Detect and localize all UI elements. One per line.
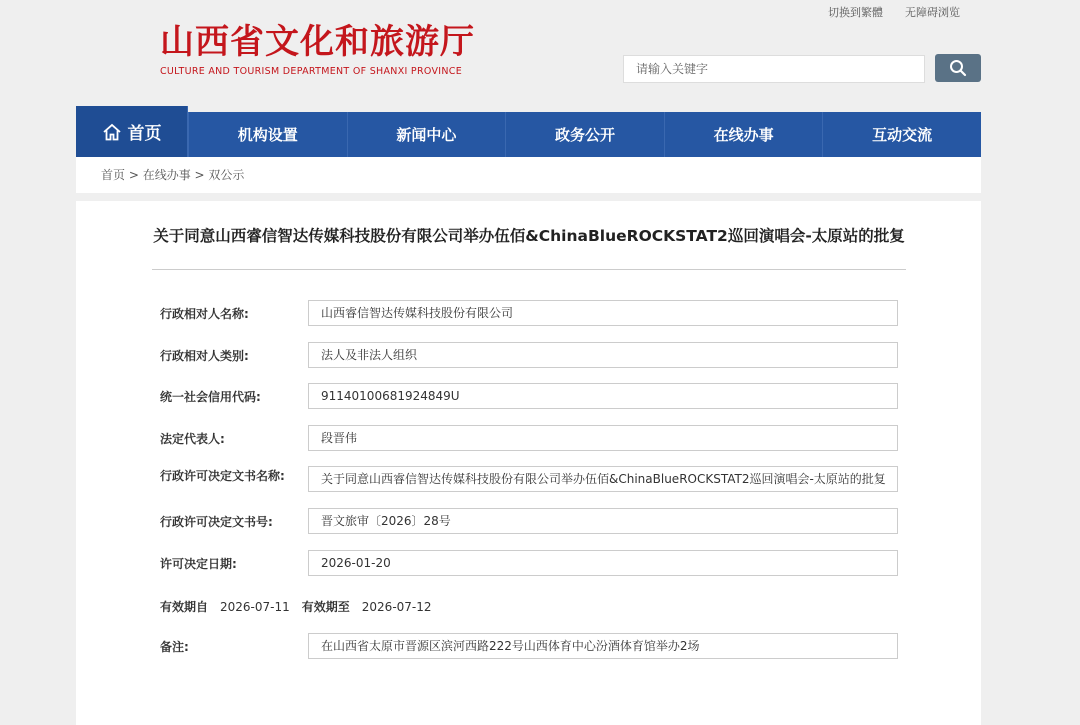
- field-label: 行政相对人名称:: [160, 307, 249, 321]
- document-title: 关于同意山西睿信智达传媒科技股份有限公司举办伍佰&ChinaBlueROCKSTAT2巡回演唱会-太原站的批复: [153, 227, 905, 245]
- search-icon: [949, 59, 967, 77]
- nav-item-interaction[interactable]: 互动交流: [822, 112, 981, 157]
- field-value: 关于同意山西睿信智达传媒科技股份有限公司举办伍佰&ChinaBlueROCKSTAT2巡回演唱会-太原站的批复: [308, 466, 898, 492]
- remark-label: 备注:: [160, 640, 189, 654]
- logo-subtitle: CULTURE AND TOURISM DEPARTMENT OF SHANXI PROVINCE: [160, 66, 463, 77]
- breadcrumb-online-services[interactable]: 在线办事: [142, 168, 191, 182]
- field-label: 行政许可决定文书名称:: [160, 469, 285, 483]
- breadcrumb: [76, 157, 981, 193]
- nav-item-online-services[interactable]: 在线办事: [664, 112, 823, 157]
- accessibility-link[interactable]: 无障碍浏览: [905, 6, 960, 19]
- valid-from-date: 2026-07-11: [220, 599, 290, 614]
- traditional-chinese-link[interactable]: 切换到繁體: [828, 6, 883, 19]
- nav-item-gov-affairs[interactable]: 政务公开: [505, 112, 664, 157]
- logo-title: 山西省文化和旅游厅: [160, 22, 475, 62]
- field-label: 统一社会信用代码:: [160, 390, 261, 404]
- field-value: 晋文旅审〔2026〕28号: [308, 508, 898, 534]
- remark-value: 在山西省太原市晋源区滨河西路222号山西体育中心汾酒体育馆举办2场: [308, 633, 898, 659]
- top-links: [828, 4, 960, 20]
- breadcrumb-current: 双公示: [208, 168, 245, 182]
- breadcrumb-home[interactable]: 首页: [101, 168, 126, 182]
- field-value: 段晋伟: [308, 425, 898, 451]
- search-button[interactable]: [935, 54, 981, 82]
- home-icon: [102, 123, 122, 141]
- field-label: 法定代表人:: [160, 432, 225, 446]
- title-divider: [152, 269, 906, 270]
- field-label: 行政许可决定文书号:: [160, 515, 273, 529]
- field-label: 许可决定日期:: [160, 557, 237, 571]
- field-label: 行政相对人类别:: [160, 349, 249, 363]
- nav-item-institution[interactable]: 机构设置: [188, 112, 347, 157]
- field-value: 山西睿信智达传媒科技股份有限公司: [308, 300, 898, 326]
- nav-home[interactable]: [76, 106, 188, 157]
- search-input[interactable]: 请输入关键字: [623, 55, 925, 83]
- field-value: 2026-01-20: [308, 550, 898, 576]
- main-nav: [76, 112, 981, 157]
- validity-period: [160, 598, 432, 615]
- nav-home-label: 首页: [127, 124, 162, 144]
- breadcrumb-separator: >: [190, 168, 209, 182]
- valid-to-date: 2026-07-12: [361, 599, 432, 614]
- valid-to-label: 有效期至: [301, 600, 350, 614]
- site-logo[interactable]: [160, 22, 520, 77]
- document-panel: [76, 201, 981, 725]
- breadcrumb-separator: >: [125, 168, 143, 182]
- nav-item-news[interactable]: 新闻中心: [347, 112, 506, 157]
- valid-from-label: 有效期自: [160, 600, 209, 614]
- field-value: 法人及非法人组织: [308, 342, 898, 368]
- field-value: 91140100681924849U: [308, 383, 898, 409]
